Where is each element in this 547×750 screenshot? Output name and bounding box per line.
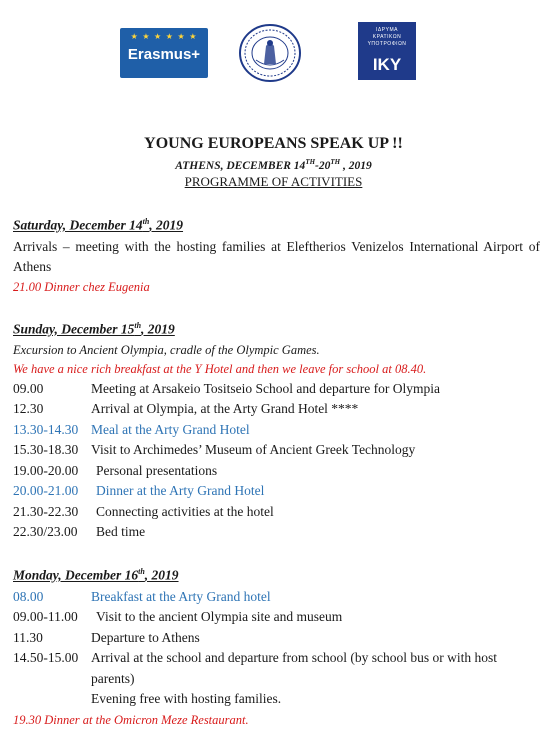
schedule-desc: Connecting activities at the hotel bbox=[96, 503, 274, 519]
saturday-heading-sup: th bbox=[142, 217, 150, 226]
monday-heading-suffix: , 2019 bbox=[144, 567, 179, 583]
erasmus-logo bbox=[120, 28, 208, 78]
schedule-desc: Visit to the ancient Olympia site and museum bbox=[96, 609, 343, 624]
subtitle-sup-1: TH bbox=[305, 158, 316, 166]
schedule-time: 09.00 bbox=[13, 380, 44, 396]
schedule-desc: Departure to Athens bbox=[91, 629, 200, 645]
schedule-row bbox=[13, 399, 540, 420]
schedule-row bbox=[13, 628, 540, 649]
monday-section bbox=[13, 563, 540, 730]
saturday-heading-suffix: , 2019 bbox=[149, 217, 184, 233]
monday-heading-sup: th bbox=[138, 567, 145, 576]
schedule-row bbox=[13, 648, 540, 689]
sunday-heading-suffix: , 2019 bbox=[141, 321, 175, 337]
schedule-time: 19.00-20.00 bbox=[13, 462, 79, 478]
subtitle-mid: -20 bbox=[315, 159, 331, 172]
schedule-time: 11.30 bbox=[13, 629, 43, 645]
monday-heading bbox=[13, 563, 540, 585]
schedule-time: 09.00-11.00 bbox=[13, 609, 78, 624]
saturday-arrivals: Arrivals – meeting with the hosting families at Eleftherios Venizelos International Airport of Athens bbox=[13, 238, 540, 274]
sunday-section bbox=[13, 317, 540, 543]
schedule-row bbox=[13, 440, 540, 461]
schedule-desc: Breakfast at the Arty Grand hotel bbox=[91, 588, 271, 604]
iky-line-2: ΚΡΑΤΙΚΩΝ bbox=[372, 34, 402, 40]
saturday-section bbox=[13, 213, 540, 297]
school-seal-icon bbox=[236, 22, 304, 84]
monday-dinner: 19.30 Dinner at the Omicron Meze Restaurant. bbox=[13, 712, 249, 727]
subtitle-sup-2: TH bbox=[330, 158, 341, 166]
iky-line-1: ΙΔΡΥΜΑ bbox=[376, 27, 398, 33]
schedule-desc: Dinner at the Arty Grand Hotel bbox=[96, 483, 265, 498]
saturday-heading-prefix: Saturday, December 14 bbox=[13, 217, 143, 233]
schedule-time: 15.30-18.30 bbox=[13, 442, 79, 457]
schedule-row bbox=[13, 461, 540, 482]
schedule-desc: Meeting at Arsakeio Tositseio School and departure for Olympia bbox=[91, 380, 440, 396]
sunday-heading-sup: th bbox=[134, 321, 142, 330]
schedule-row bbox=[13, 502, 540, 523]
sunday-note-breakfast: We have a nice rich breakfast at the Y Hotel and then we leave for school at 08.40. bbox=[13, 361, 427, 376]
saturday-heading bbox=[13, 213, 540, 235]
sunday-heading bbox=[13, 317, 540, 339]
iky-line-3: ΥΠΟΤΡΟΦΙΩΝ bbox=[367, 41, 407, 47]
schedule-row-meal bbox=[13, 420, 540, 441]
schedule-time: 22.30/23.00 bbox=[13, 524, 78, 539]
schedule-time: 21.30-22.30 bbox=[13, 503, 79, 519]
subtitle-suffix: , 2019 bbox=[340, 159, 372, 172]
schedule-row bbox=[13, 379, 540, 400]
logo-bar bbox=[0, 18, 547, 88]
schedule-row bbox=[13, 522, 540, 543]
schedule-desc: Evening free with hosting families. bbox=[91, 691, 282, 706]
schedule-desc: Meal at the Arty Grand Hotel bbox=[91, 421, 250, 437]
schedule-row bbox=[13, 607, 540, 628]
schedule-desc: Arrival at the school and departure from school (by school bus or with host parents) bbox=[91, 650, 498, 686]
sunday-heading-prefix: Sunday, December 15 bbox=[13, 321, 135, 337]
schedule-time: 20.00-21.00 bbox=[13, 483, 79, 498]
schedule-desc: Visit to Archimedes’ Museum of Ancient Greek Technology bbox=[91, 442, 416, 457]
page-title: YOUNG EUROPEANS SPEAK UP !! bbox=[144, 135, 403, 152]
erasmus-logo-text: Erasmus+ bbox=[127, 46, 201, 63]
iky-logo bbox=[358, 22, 416, 80]
schedule-time: 14.50-15.00 bbox=[13, 650, 79, 665]
schedule-time: 13.30-14.30 bbox=[13, 421, 79, 437]
subtitle-prefix: ATHENS, DECEMBER 14 bbox=[175, 159, 306, 172]
schedule-row bbox=[13, 689, 540, 710]
schedule-desc: Personal presentations bbox=[96, 462, 218, 478]
sunday-note-excursion: Excursion to Ancient Olympia, cradle of the Olympic Games. bbox=[13, 342, 320, 357]
monday-heading-prefix: Monday, December 16 bbox=[13, 567, 139, 583]
saturday-dinner: 21.00 Dinner chez Eugenia bbox=[13, 279, 150, 294]
schedule-time: 08.00 bbox=[13, 588, 44, 604]
iky-logo-text: IKY bbox=[372, 55, 402, 74]
schedule-desc: Bed time bbox=[96, 524, 146, 539]
programme-heading: PROGRAMME OF ACTIVITIES bbox=[184, 174, 363, 189]
schedule-row-dinner bbox=[13, 481, 540, 502]
schedule-time bbox=[13, 689, 91, 710]
schedule-desc: Arrival at Olympia, at the Arty Grand Hotel **** bbox=[91, 401, 359, 416]
eu-stars-icon: ★ ★ ★ ★ ★ ★ bbox=[130, 32, 198, 41]
schedule-row-breakfast bbox=[13, 587, 540, 608]
schedule-time: 12.30 bbox=[13, 401, 44, 416]
event-dates bbox=[0, 155, 547, 173]
